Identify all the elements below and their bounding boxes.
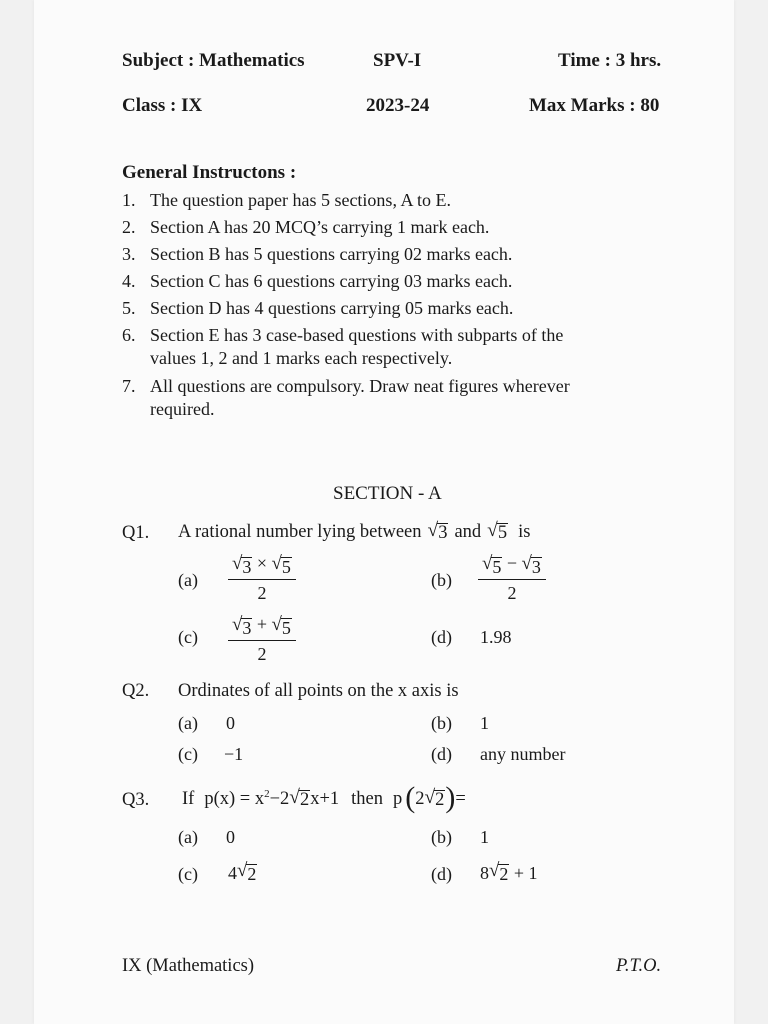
- question-number: Q2.: [122, 681, 150, 701]
- sqrt-2: √ 2: [289, 786, 310, 810]
- right-paren: ): [445, 781, 456, 814]
- class-label: Class : IX: [122, 95, 203, 116]
- sqrt-3: √ 3: [427, 520, 448, 543]
- footer-left: IX (Mathematics): [122, 956, 255, 976]
- question-number: Q3.: [122, 790, 150, 810]
- option-value: 1: [480, 827, 489, 847]
- instruction-text: Section B has 5 questions carrying 02 marks each.: [150, 244, 513, 264]
- option-value: 8 √ 2 + 1: [480, 860, 538, 884]
- session-label: 2023-24: [366, 95, 430, 116]
- instruction-number: 2.: [122, 217, 136, 237]
- option-label: (d): [431, 744, 452, 764]
- instruction-text: Section A has 20 MCQ’s carrying 1 mark each.: [150, 217, 490, 237]
- polynomial-lhs: p(x) = x: [204, 789, 265, 809]
- option-label: (c): [178, 864, 198, 884]
- option-value: 1.98: [480, 627, 512, 647]
- equals-sign: =: [455, 789, 466, 809]
- left-paren: (: [405, 781, 416, 814]
- argument-coefficient: 2: [415, 789, 425, 809]
- instruction-number: 3.: [122, 244, 136, 264]
- option-value: 0: [226, 827, 235, 847]
- option-label: (a): [178, 713, 198, 733]
- is-word: is: [518, 522, 531, 543]
- footer-right: P.T.O.: [616, 956, 662, 976]
- question-text: [182, 781, 466, 814]
- instruction-text: values 1, 2 and 1 marks each respectively.: [150, 348, 453, 368]
- option-label: (c): [178, 627, 198, 647]
- option-value: 1: [480, 713, 489, 733]
- time-label: Time : 3 hrs.: [558, 50, 662, 71]
- paper-code: SPV-I: [373, 50, 422, 71]
- option-value: −1: [224, 744, 244, 764]
- option-label: (a): [178, 570, 198, 590]
- option-value: 0: [226, 713, 235, 733]
- question-text: Ordinates of all points on the x axis is: [178, 681, 459, 701]
- instruction-number: 7.: [122, 376, 136, 396]
- if-word: If: [182, 789, 195, 809]
- option-value: any number: [480, 744, 566, 764]
- section-title: SECTION - A: [333, 483, 442, 504]
- option-label: (a): [178, 827, 198, 847]
- max-marks-label: Max Marks : 80: [529, 95, 660, 116]
- question-number: Q1.: [122, 523, 150, 543]
- polynomial-tail: x+1: [310, 789, 340, 809]
- instruction-text: The question paper has 5 sections, A to E.: [150, 190, 451, 210]
- sqrt-5: √ 5: [487, 520, 508, 543]
- instruction-text: Section C has 6 questions carrying 03 marks each.: [150, 271, 513, 291]
- exam-paper: [34, 0, 734, 1024]
- option-label: (b): [431, 570, 452, 590]
- option-a-fraction: √ 3 × √ 5 2: [228, 553, 296, 604]
- instruction-number: 1.: [122, 190, 136, 210]
- polynomial-mid: −2: [269, 789, 290, 809]
- option-c-fraction: √ 3 + √ 5 2: [228, 614, 296, 665]
- option-b-fraction: √ 5 − √ 3 2: [478, 553, 546, 604]
- option-label: (d): [431, 627, 452, 647]
- instructions-title: General Instructons :: [122, 162, 297, 183]
- option-label: (c): [178, 744, 198, 764]
- option-label: (b): [431, 713, 452, 733]
- subject-label: Subject : Mathematics: [122, 50, 305, 71]
- then-word: then: [351, 789, 383, 809]
- instruction-text: required.: [150, 399, 215, 419]
- instruction-text: All questions are compulsory. Draw neat figures wherever: [150, 376, 570, 396]
- instruction-number: 4.: [122, 271, 136, 291]
- sqrt-2: √ 2: [424, 786, 445, 810]
- instruction-text: Section D has 4 questions carrying 05 marks each.: [150, 298, 514, 318]
- p-function: p: [392, 789, 403, 809]
- exponent: 2: [264, 788, 270, 800]
- option-label: (d): [431, 864, 452, 884]
- option-label: (b): [431, 827, 452, 847]
- question-text: [178, 521, 530, 543]
- question-stem: A rational number lying between: [178, 522, 422, 543]
- instruction-number: 6.: [122, 325, 136, 345]
- option-value: 4 √ 2: [228, 860, 257, 884]
- and-word: and: [454, 522, 482, 543]
- instruction-text: Section E has 3 case-based questions with subparts of the: [150, 325, 564, 345]
- instruction-number: 5.: [122, 298, 136, 318]
